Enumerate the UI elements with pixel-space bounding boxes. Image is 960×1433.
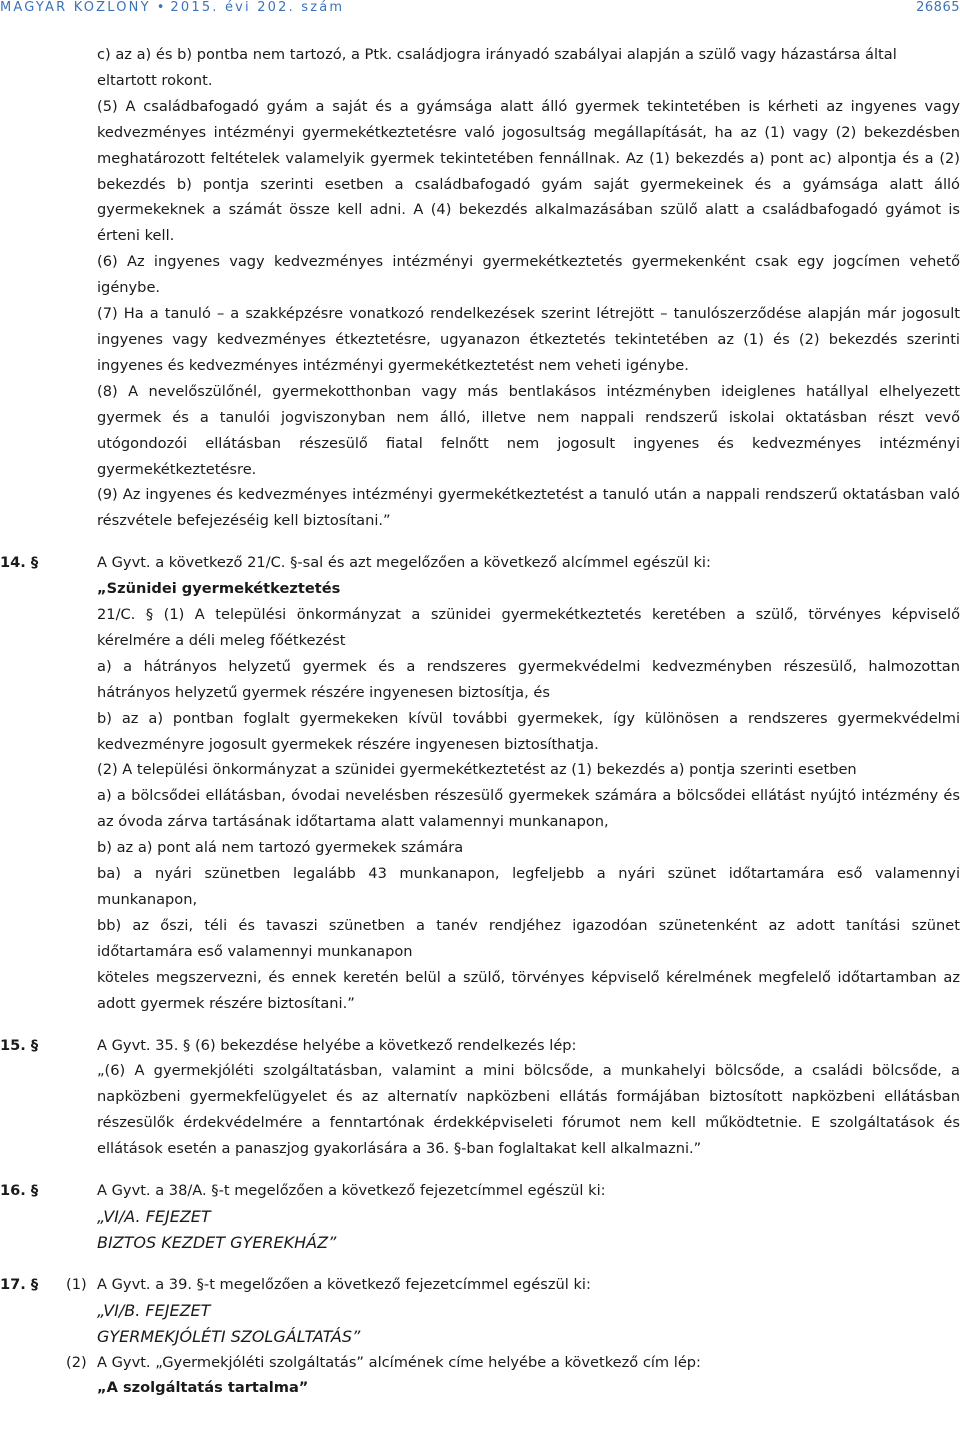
- section-17: [0, 1272, 960, 1402]
- section-14-point-bb: bb) az őszi, téli és tavaszi szünetben a tanév rendjéhez igazodóan szünetenként az adott tanítási szünet időtartamára eső valamennyi munkanapon: [97, 916, 960, 960]
- section-17-paragraph-1-lead: A Gyvt. a 39. §-t megelőzően a következő fejezetcímmel egészül ki:: [97, 1275, 591, 1293]
- section-17-chapter-number: „VI/B. FEJEZET: [97, 1300, 211, 1320]
- section-16-number: 16. §: [0, 1182, 39, 1200]
- section-16-lead: A Gyvt. a 38/A. §-t megelőzően a következő fejezetcímmel egészül ki:: [97, 1182, 606, 1200]
- section-15-text: „(6) A gyermekjóléti szolgáltatásban, valamint a mini bölcsőde, a munkahelyi bölcsőde, a családi bölcsőde, a napközbeni gyermekfelügyelet és az alternatív napközbeni ellátás formájában biztosított napközbeni ellátásban részesülők érdekvédelmére a fenntartónak érdekképviseleti fórumot nem kell működtetnie. E szolgáltatások és ellátások esetén a panaszjog gyakorlására a 36. §-ban foglaltakat kell alkalmazni.”: [97, 1062, 960, 1158]
- section-14-point-ba: ba) a nyári szünetben legalább 43 munkanapon, legfeljebb a nyári szünet időtartamára eső valamennyi munkanapon,: [97, 865, 960, 908]
- intro-paragraph-5: (5) A családbafogadó gyám a saját és a gyámsága alatt álló gyermek tekintetében is kérheti az ingyenes vagy kedvezményes intézményi gyermekétkeztetésre való jogosultság megállapítását, ha az (1) vagy (2) bekezdésben meghatározott feltételek valamelyik gyermek tekintetében fennállnak. Az (1) bekezdés a) pont ac) alpontja és a (2) bekezdés b) pontja szerinti esetben a családbafogadó gyám saját gyermekeinek és a gyámsága alatt álló gyermekeknek a számát össze kell adni. A (4) bekezdés alkalmazásában szülő alatt a családbafogadó gyámot is érteni kell.: [97, 97, 960, 245]
- section-16: [0, 1178, 960, 1256]
- header-journal-issue: [0, 0, 344, 16]
- section-14-closing: köteles megszervezni, és ennek keretén belül a szülő, törvényes képviselő kérelmének megfelelő időtartamban az adott gyermek részére biztosítani.”: [97, 968, 960, 1012]
- section-14-point-a: a) a hátrányos helyzetű gyermek és a rendszeres gyermekvédelmi kedvezményben részesülő, halmozottan hátrányos helyzetű gyermek részére ingyenesen biztosítja, és: [97, 657, 960, 701]
- section-14-lead: A Gyvt. a következő 21/C. §-sal és azt megelőzően a következő alcímmel egészül ki:: [97, 554, 711, 572]
- intro-block: [97, 42, 960, 534]
- page-number: 26865: [916, 0, 960, 15]
- section-14: [0, 550, 960, 1016]
- intro-paragraph-6: (6) Az ingyenes vagy kedvezményes intézményi gyermekétkeztetés gyermekenként csak egy jogcímen vehető igénybe.: [97, 253, 960, 297]
- section-14-subtitle: „Szünidei gyermekétkeztetés: [97, 580, 341, 598]
- section-17-subtitle: „A szolgáltatás tartalma”: [97, 1379, 309, 1397]
- section-15-lead: A Gyvt. 35. § (6) bekezdése helyébe a következő rendelkezés lép:: [97, 1036, 577, 1054]
- intro-paragraph-7: (7) Ha a tanuló – a szakképzésre vonatkozó rendelkezések szerint létrejött – tanulószerződése alapján már jogosult ingyenes vagy kedvezményes étkeztetésre, ugyanazon étkeztetés tekintetében az (1) és (2) bekezdés szerinti ingyenes és kedvezményes intézményi gyermekétkeztetést nem veheti igénybe.: [97, 305, 960, 374]
- section-15-number: 15. §: [0, 1036, 39, 1054]
- intro-paragraph-9: (9) Az ingyenes és kedvezményes intézményi gyermekétkeztetést a tanuló után a nappali rendszerű oktatásban való részvétele befejezéséig kell biztosítani.”: [97, 486, 960, 530]
- journal-name: MAGYAR KÖZLÖNY: [0, 0, 151, 15]
- section-16-chapter-title: BIZTOS KEZDET GYEREKHÁZ”: [97, 1232, 337, 1252]
- section-14-paragraph-2-b: b) az a) pont alá nem tartozó gyermekek számára: [97, 839, 464, 857]
- section-17-paragraph-1-label: (1): [66, 1275, 87, 1293]
- section-14-paragraph-2: (2) A települési önkormányzat a szünidei gyermekétkeztetést az (1) bekezdés a) pontja szerinti esetben: [97, 761, 857, 779]
- section-14-point-b: b) az a) pontban foglalt gyermekeken kívül további gyermekek, így különösen a rendszeres gyermekvédelmi kedvezményre jogosult gyermekek részére ingyenesen biztosíthatja.: [97, 709, 960, 753]
- intro-paragraph-8: (8) A nevelőszülőnél, gyermekotthonban vagy más bentlakásos intézményben ideiglenes hatállyal elhelyezett gyermek és a tanulói jogviszonyban nem álló, illetve nem nappali rendszerű iskolai oktatásban részt vevő utógondozói ellátásban részesülő fiatal felnőtt nem jogosult ingyenes és kedvezményes intézményi gyermekétkeztetésre.: [97, 382, 960, 478]
- section-17-paragraph-2-lead: A Gyvt. „Gyermekjóléti szolgáltatás” alcímének címe helyébe a következő cím lép:: [97, 1353, 701, 1371]
- section-17-chapter-title: GYERMEKJÓLÉTI SZOLGÁLTATÁS”: [97, 1326, 361, 1346]
- section-16-chapter-number: „VI/A. FEJEZET: [97, 1206, 211, 1226]
- intro-c-line: c) az a) és b) pontba nem tartozó, a Ptk. családjogra irányadó szabályai alapján a szülő vagy házastársa által eltartott rokont.: [97, 46, 897, 89]
- page-header: [0, 0, 960, 20]
- section-17-paragraph-2-label: (2): [66, 1353, 87, 1371]
- header-bullet: •: [156, 0, 165, 15]
- section-14-paragraph-1: 21/C. § (1) A települési önkormányzat a szünidei gyermekétkeztetés keretében a szülő, törvényes képviselő kérelmére a déli meleg főétkezést: [97, 606, 960, 649]
- issue-number: 2015. évi 202. szám: [170, 0, 345, 15]
- section-14-paragraph-2-a: a) a bölcsődei ellátásban, óvodai nevelésben részesülő gyermekek számára a bölcsődei ellátást nyújtó intézmény és az óvoda zárva tartásának időtartama alatt valamennyi munkanapon,: [97, 787, 960, 831]
- section-17-number: 17. §: [0, 1275, 39, 1293]
- document-body: [0, 42, 960, 1401]
- section-15: [0, 1033, 960, 1163]
- section-14-number: 14. §: [0, 554, 39, 572]
